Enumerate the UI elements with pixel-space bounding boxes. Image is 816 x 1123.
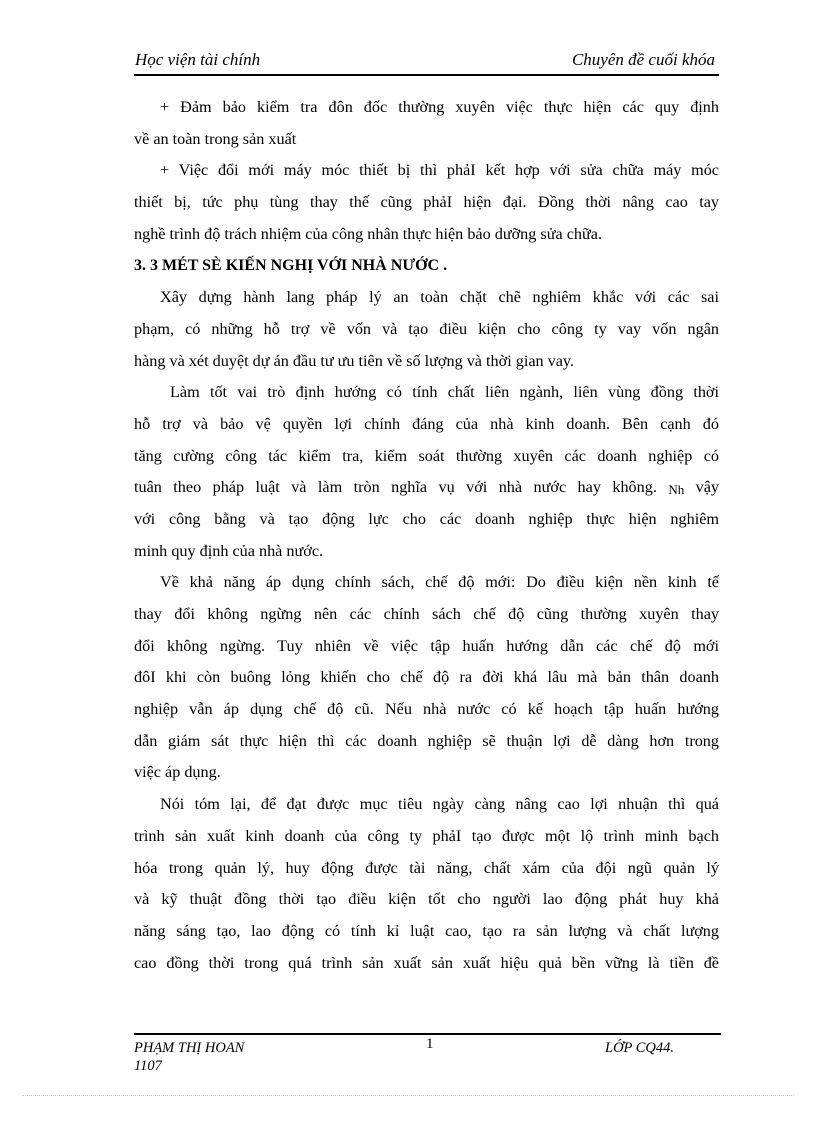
text-line: trình sản xuất kinh doanh của công ty phảI tạo được một lộ trình minh bạch bbox=[134, 826, 719, 845]
text-line: thay đổi không ngừng nên các chính sách chế độ cũng thường xuyên thay bbox=[134, 605, 719, 623]
text-line: hóa trong quản lý, huy động được tài năng, chất xám của đội ngũ quản lý bbox=[134, 858, 719, 877]
text-segment: tuân theo pháp luật và làm tròn nghĩa vụ với nhà nước hay không. bbox=[134, 478, 657, 497]
page-header bbox=[134, 46, 719, 76]
text-line: + Việc đổi mới máy móc thiết bị thì phảI kết hợp với sửa chữa máy móc bbox=[160, 161, 719, 180]
text-line: về an toàn trong sản xuất bbox=[134, 129, 297, 148]
page-bottom-border bbox=[22, 1095, 794, 1096]
text-line: và kỹ thuật đồng thời tạo điều kiện tốt cho người lao động phát huy khả bbox=[134, 890, 719, 909]
header-institution: Học viện tài chính bbox=[135, 50, 261, 69]
text-line: Xây dựng hành lang pháp lý an toàn chặt chẽ nghiêm khắc với các sai bbox=[160, 288, 719, 307]
footer-class: LỚP CQ44. bbox=[605, 1040, 675, 1056]
text-line: tăng cường công tác kiểm tra, kiểm soát thường xuyên các doanh nghiệp có bbox=[134, 446, 719, 465]
text-line: với công bằng và tạo động lực cho các doanh nghiệp thực hiện nghiêm bbox=[134, 509, 719, 528]
text-line: hàng và xét duyệt dự án đầu tư ưu tiên về số lượng và thời gian vay. bbox=[134, 351, 575, 370]
text-line: Nói tóm lại, để đạt được mục tiêu ngày càng nâng cao lợi nhuận thì quá bbox=[160, 795, 719, 814]
footer-rule bbox=[134, 1033, 721, 1035]
text-line: năng sáng tạo, lao động có tính kỉ luật cao, tạo ra sản lượng và chất lượng bbox=[134, 921, 719, 940]
text-line: dẫn giám sát thực hiện thì các doanh nghiệp sẽ thuận lợi dễ dàng hơn trong bbox=[134, 731, 719, 750]
text-segment: vậy bbox=[695, 478, 719, 497]
footer-author: PHẠM THỊ HOAN bbox=[134, 1040, 245, 1056]
document-body bbox=[134, 92, 719, 979]
page-number: 1 bbox=[426, 1036, 434, 1052]
text-line: đổi không ngừng. Tuy nhiên về việc tập huấn hướng dẫn các chế độ mới bbox=[134, 636, 719, 655]
footer-student-id: 1107 bbox=[134, 1058, 162, 1074]
text-line: cao đồng thời trong quá trình sản xuất sản xuất hiệu quả bền vững là tiền đề bbox=[134, 953, 719, 972]
text-fragment: Nh bbox=[668, 482, 685, 498]
text-line: việc áp dụng. bbox=[134, 763, 221, 782]
text-line: thiết bị, tức phụ tùng thay thế cũng phảI hiện đại. Đồng thời nâng cao tay bbox=[134, 193, 719, 212]
text-line: hỗ trợ và bảo vệ quyền lợi chính đáng của nhà kinh doanh. Bên cạnh đó bbox=[134, 414, 719, 433]
text-line: nghiệp vẫn áp dụng chế độ cũ. Nếu nhà nước có kế hoạch tập huấn hướng bbox=[134, 700, 719, 719]
header-report-title: Chuyên đề cuối khóa bbox=[571, 50, 715, 69]
text-line: + Đảm bảo kiểm tra đôn đốc thường xuyên việc thực hiện các quy định bbox=[160, 98, 719, 116]
text-line: phạm, có những hỗ trợ về vốn và tạo điều kiện cho công ty vay vốn ngân bbox=[134, 319, 719, 338]
text-line: Về khả năng áp dụng chính sách, chế độ mới: Do điều kiện nền kinh tế bbox=[160, 573, 719, 592]
section-heading: 3. 3 MÉT SÈ KIẾN NGHỊ VỚI NHÀ NƯỚC . bbox=[134, 257, 448, 275]
text-line: Làm tốt vai trò định hướng có tính chất liên ngành, liên vùng đồng thời bbox=[170, 383, 719, 402]
text-line: đôI khi còn buông lỏng khiến cho chế độ ra đời khá lâu mà bản thân doanh bbox=[134, 668, 719, 687]
text-line bbox=[134, 472, 719, 504]
text-line: minh quy định của nhà nước. bbox=[134, 541, 324, 560]
text-line: nghề trình độ trách nhiệm của công nhân thực hiện bảo dưỡng sửa chữa. bbox=[134, 224, 602, 243]
